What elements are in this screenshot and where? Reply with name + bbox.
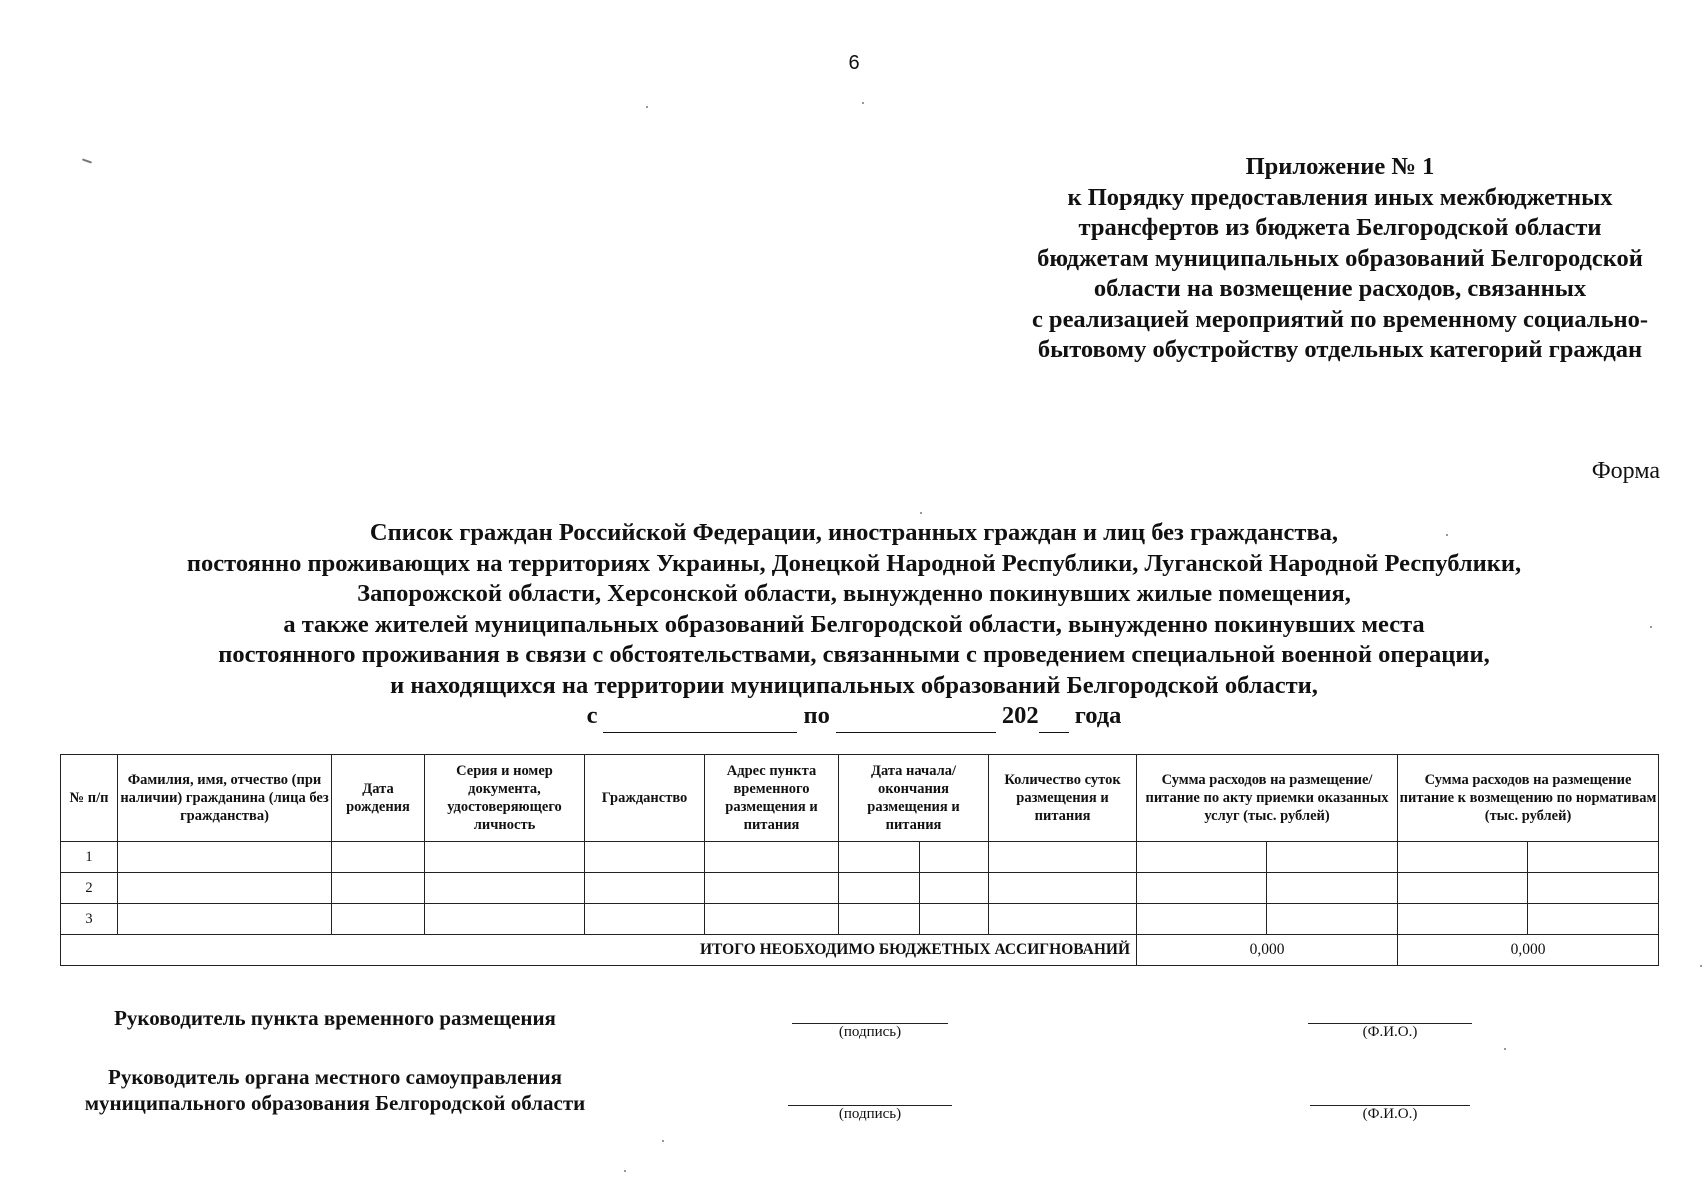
period-from-blank[interactable] xyxy=(603,701,797,733)
appendix-line: трансфертов из бюджета Белгородской области xyxy=(1078,214,1602,241)
appendix-line: к Порядку предоставления иных межбюджетных xyxy=(1067,183,1613,211)
period-from-label: с xyxy=(586,702,598,729)
header-citizenship: Гражданство xyxy=(585,755,705,842)
appendix-line: с реализацией мероприятий по временному социально- xyxy=(1031,305,1649,333)
table-row xyxy=(61,842,1659,873)
appendix-block xyxy=(990,152,1690,366)
cell-document[interactable] xyxy=(425,873,585,904)
scan-speck xyxy=(1504,1048,1506,1050)
cell-fio[interactable] xyxy=(118,904,332,935)
document-title xyxy=(0,518,1708,733)
cell-date-end[interactable] xyxy=(920,873,989,904)
total-sum-act: 0,000 xyxy=(1137,935,1398,966)
signature-2-name-caption: (Ф.И.О.) xyxy=(1362,1106,1418,1122)
cell-document[interactable] xyxy=(425,842,585,873)
cell-date-start[interactable] xyxy=(839,842,920,873)
header-fio: Фамилия, имя, отчество (при наличии) гражданина (лица без гражданства) xyxy=(118,755,332,842)
cell-date-end[interactable] xyxy=(920,904,989,935)
signature-2-title xyxy=(60,1064,610,1116)
appendix-line: бытовому обустройству отдельных категорий граждан xyxy=(1037,336,1643,363)
cell-fio[interactable] xyxy=(118,873,332,904)
row-number: 3 xyxy=(61,904,118,935)
title-line: постоянного проживания в связи с обстоятельствами, связанными с проведением специальной военной операции, xyxy=(218,641,1490,668)
period-year: 202 xyxy=(1001,702,1039,729)
signature-title-line: муниципального образования Белгородской области xyxy=(84,1091,586,1115)
cell-sum-norm-2[interactable] xyxy=(1528,873,1659,904)
cell-sum-norm-1[interactable] xyxy=(1398,842,1528,873)
scan-speck xyxy=(1446,534,1448,536)
signature-1-sign-caption: (подпись) xyxy=(838,1024,902,1040)
cell-sum-norm-2[interactable] xyxy=(1528,842,1659,873)
cell-sum-act-1[interactable] xyxy=(1137,842,1267,873)
citizens-table xyxy=(60,754,1659,966)
cell-citizenship[interactable] xyxy=(585,842,705,873)
signature-title-line: Руководитель пункта временного размещения xyxy=(114,1006,556,1030)
title-line: и находящихся на территории муниципальных образований Белгородской области, xyxy=(390,671,1318,699)
cell-date-start[interactable] xyxy=(839,904,920,935)
total-sum-norm: 0,000 xyxy=(1398,935,1659,966)
header-birth-date: Дата рождения xyxy=(332,755,425,842)
total-label: ИТОГО НЕОБХОДИМО БЮДЖЕТНЫХ АССИГНОВАНИЙ xyxy=(61,935,1137,966)
period-to-blank[interactable] xyxy=(836,701,996,733)
scan-speck xyxy=(624,1170,626,1172)
scan-speck xyxy=(662,1140,664,1142)
header-num: № п/п xyxy=(61,755,118,842)
cell-address[interactable] xyxy=(705,873,839,904)
scan-speck xyxy=(920,512,922,514)
appendix-line: бюджетам муниципальных образований Белгородской xyxy=(1037,244,1643,272)
scan-speck xyxy=(1650,626,1652,628)
cell-sum-norm-2[interactable] xyxy=(1528,904,1659,935)
table-row xyxy=(61,873,1659,904)
cell-birth[interactable] xyxy=(332,842,425,873)
cell-address[interactable] xyxy=(705,842,839,873)
cell-fio[interactable] xyxy=(118,842,332,873)
cell-sum-norm-1[interactable] xyxy=(1398,873,1528,904)
cell-document[interactable] xyxy=(425,904,585,935)
cell-sum-act-2[interactable] xyxy=(1267,873,1398,904)
signature-1-name-caption: (Ф.И.О.) xyxy=(1362,1024,1418,1040)
appendix-heading: Приложение № 1 xyxy=(1245,153,1435,180)
cell-sum-norm-1[interactable] xyxy=(1398,904,1528,935)
cell-address[interactable] xyxy=(705,904,839,935)
scan-speck xyxy=(862,102,864,104)
cell-birth[interactable] xyxy=(332,904,425,935)
cell-sum-act-1[interactable] xyxy=(1137,873,1267,904)
cell-citizenship[interactable] xyxy=(585,904,705,935)
header-sum-norm: Сумма расходов на размещение питание к возмещению по нормативам (тыс. рублей) xyxy=(1398,755,1659,842)
signature-title-line: Руководитель органа местного самоуправления xyxy=(108,1065,562,1089)
cell-days[interactable] xyxy=(989,873,1137,904)
signature-2-sign-caption: (подпись) xyxy=(838,1106,902,1122)
cell-sum-act-2[interactable] xyxy=(1267,842,1398,873)
table-row xyxy=(61,904,1659,935)
cell-sum-act-1[interactable] xyxy=(1137,904,1267,935)
cell-citizenship[interactable] xyxy=(585,873,705,904)
scan-speck xyxy=(646,106,648,108)
header-address: Адрес пункта временного размещения и питания xyxy=(705,755,839,842)
header-dates: Дата начала/окончания размещения и питания xyxy=(839,755,989,842)
header-document: Серия и номер документа, удостоверяющего личность xyxy=(425,755,585,842)
form-label: Форма xyxy=(1591,458,1660,484)
period-to-label: по xyxy=(803,702,830,729)
cell-days[interactable] xyxy=(989,842,1137,873)
signature-1-title xyxy=(60,1005,610,1031)
cell-sum-act-2[interactable] xyxy=(1267,904,1398,935)
title-line: Список граждан Российской Федерации, иностранных граждан и лиц без гражданства, xyxy=(369,519,1339,546)
header-sum-act: Сумма расходов на размещение/ питание по акту приемки оказанных услуг (тыс. рублей) xyxy=(1137,755,1398,842)
title-line: а также жителей муниципальных образований Белгородской области, вынужденно покинувших места xyxy=(283,610,1425,638)
title-line: постоянно проживающих на территориях Украины, Донецкой Народной Республики, Луганской Народной Республики, xyxy=(186,549,1522,577)
period-line xyxy=(0,701,1708,733)
period-year-suffix: года xyxy=(1074,702,1122,729)
scan-speck xyxy=(82,158,92,163)
cell-days[interactable] xyxy=(989,904,1137,935)
header-days: Количество суток размещения и питания xyxy=(989,755,1137,842)
scan-speck xyxy=(1700,965,1702,967)
row-number: 1 xyxy=(61,842,118,873)
cell-date-end[interactable] xyxy=(920,842,989,873)
cell-birth[interactable] xyxy=(332,873,425,904)
page-number: 6 xyxy=(848,52,860,74)
total-row xyxy=(61,935,1659,966)
cell-date-start[interactable] xyxy=(839,873,920,904)
appendix-line: области на возмещение расходов, связанных xyxy=(1093,275,1587,302)
row-number: 2 xyxy=(61,873,118,904)
period-year-blank[interactable] xyxy=(1039,701,1069,733)
title-line: Запорожской области, Херсонской области, вынужденно покинувших жилые помещения, xyxy=(357,580,1351,607)
